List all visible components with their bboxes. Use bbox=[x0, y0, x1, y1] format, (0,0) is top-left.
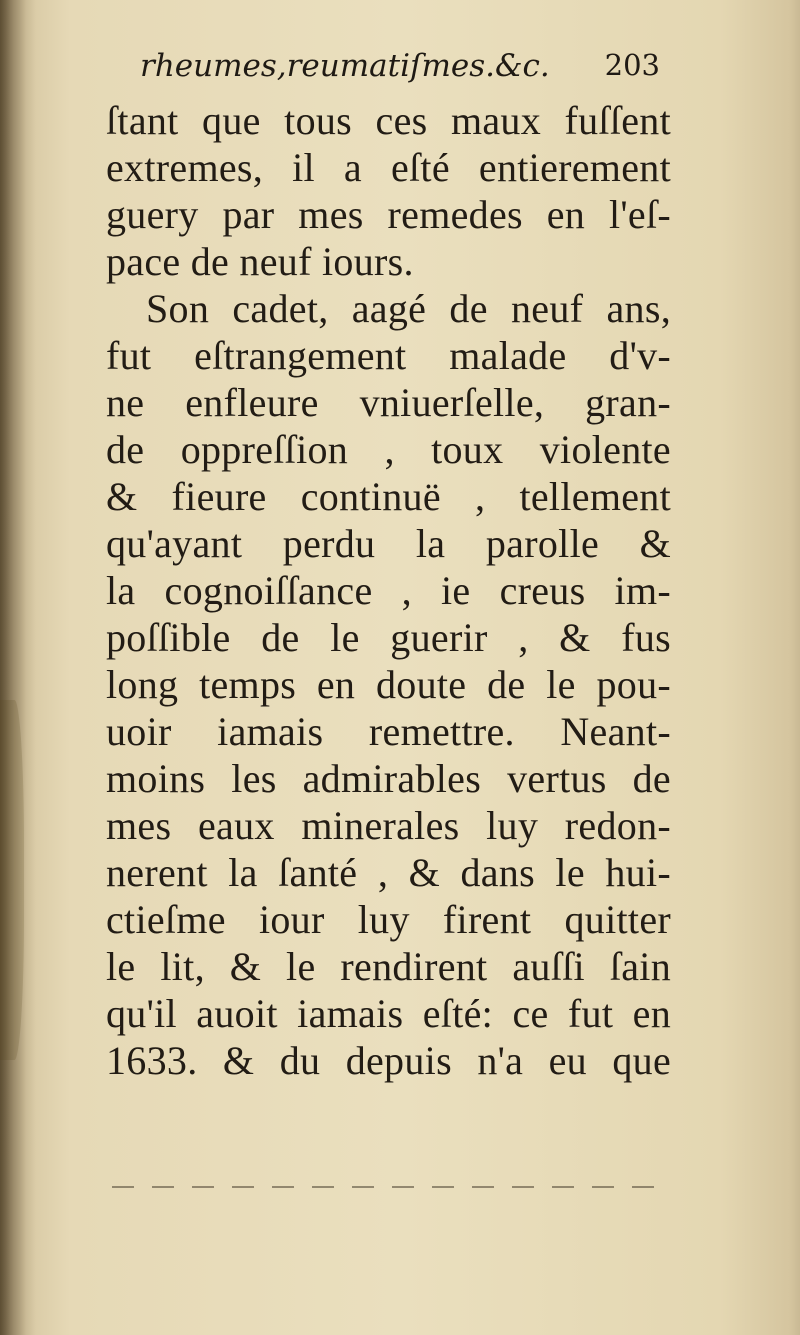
text-line: moins les admirables vertus de bbox=[106, 756, 671, 801]
page-stain bbox=[0, 700, 24, 1060]
text-line: de oppreſſion , toux violente bbox=[106, 427, 671, 472]
text-line: long temps en doute de le pou- bbox=[106, 662, 671, 707]
text-line: & fieure continuë , tellement bbox=[106, 474, 671, 519]
text-line: fut eſtrangement malade d'v- bbox=[106, 333, 671, 378]
text-line: qu'il auoit iamais eſté: ce fut en bbox=[106, 991, 671, 1036]
text-line: pace de neuf iours. bbox=[106, 239, 414, 284]
text-line: ne enfleure vniuerſelle, gran- bbox=[106, 380, 671, 425]
binding-gutter-shadow bbox=[0, 0, 36, 1335]
text-line: la cognoiſſance , ie creus im- bbox=[106, 568, 671, 613]
text-line: ctieſme iour luy firent quitter bbox=[106, 897, 671, 942]
text-line: ſtant que tous ces maux fuſſent bbox=[106, 98, 671, 143]
body-text bbox=[106, 97, 671, 1084]
text-line: extremes, il a eſté entierement bbox=[106, 145, 671, 190]
faint-rule bbox=[112, 1186, 657, 1188]
text-line: 1633. & du depuis n'a eu que bbox=[106, 1038, 671, 1083]
page-number: 203 bbox=[604, 48, 660, 82]
text-line: qu'ayant perdu la parolle & bbox=[106, 521, 671, 566]
text-line: nerent la ſanté , & dans le hui- bbox=[106, 850, 671, 895]
text-line: guery par mes remedes en l'eſ- bbox=[106, 192, 671, 237]
running-title: rheumes,reumatiſmes.&c. bbox=[140, 48, 550, 84]
running-head bbox=[140, 40, 660, 90]
text-line: le lit, & le rendirent auſſi ſain bbox=[106, 944, 671, 989]
text-line: mes eaux minerales luy redon- bbox=[106, 803, 671, 848]
text-line: uoir iamais remettre. Neant- bbox=[106, 709, 671, 754]
text-line: Son cadet, aagé de neuf ans, bbox=[146, 286, 671, 331]
text-line: poſſible de le guerir , & fus bbox=[106, 615, 671, 660]
